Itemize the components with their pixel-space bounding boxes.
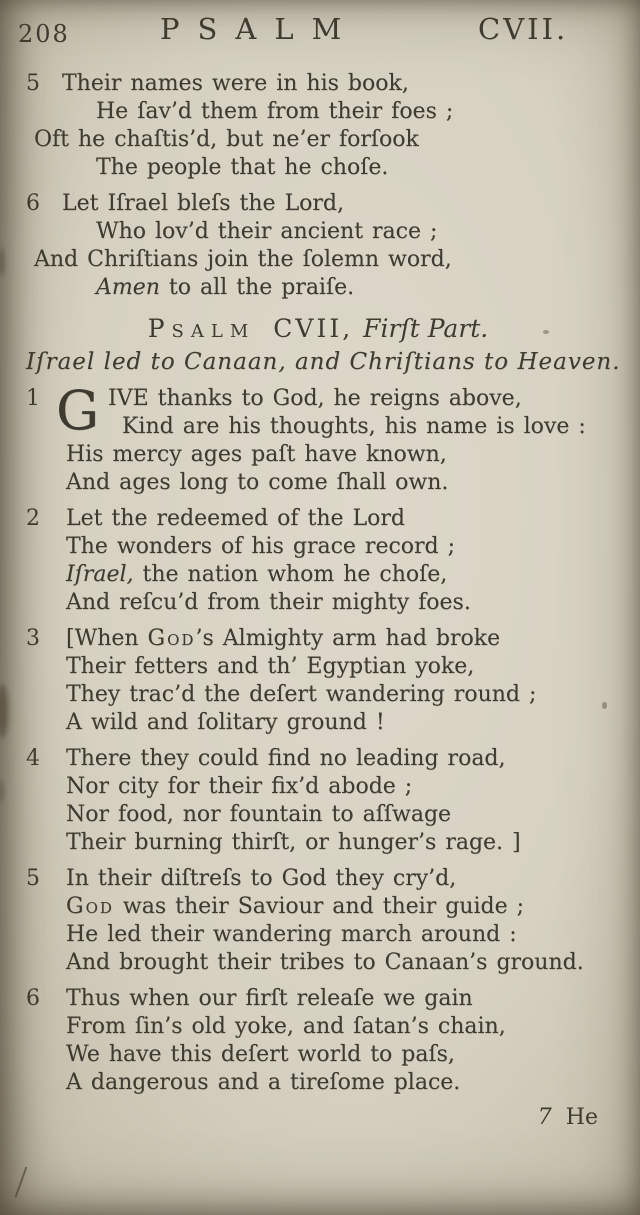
- stanza: [26, 985, 610, 1097]
- verse-number: 2: [26, 506, 40, 531]
- verse-number: 1: [26, 386, 40, 411]
- catchword: He: [565, 1105, 598, 1130]
- running-numeral: CVII.: [478, 12, 569, 46]
- page-number: 208: [18, 20, 70, 48]
- smallcaps-word: God: [147, 626, 196, 651]
- verse-number: 4: [26, 746, 40, 771]
- verse-line: Nor food, nor fountain to aſſwage: [66, 802, 452, 827]
- line-text: ’s Almighty arm had broke: [195, 626, 501, 651]
- verse-line: Who lov’d their ancient race ;: [96, 219, 438, 244]
- running-title: PSALM: [160, 12, 360, 46]
- verse-line: The wonders of his grace record ;: [66, 534, 456, 559]
- part-title: Firſt Part.: [363, 314, 489, 343]
- stanza: [26, 745, 610, 857]
- stanza: [26, 505, 610, 617]
- stanza: [26, 865, 610, 977]
- verse-line: From ſin’s old yoke, and ſatan’s chain,: [66, 1014, 506, 1039]
- verse-line: [26, 625, 610, 653]
- verse-line: The people that he choſe.: [96, 155, 389, 180]
- line-text: was their Saviour and their guide ;: [113, 894, 525, 919]
- verse-line: Their names were in his book,: [62, 71, 409, 96]
- stanza: [26, 70, 610, 182]
- verse-line: Oft he chaſtis’d, but ne’er forſook: [34, 127, 419, 152]
- verse-line: Kind are his thoughts, his name is love :: [122, 414, 586, 439]
- line-text: [When: [66, 626, 148, 651]
- verse-number: 6: [26, 986, 40, 1011]
- stanza: [26, 379, 610, 497]
- verse-line: Their burning thirſt, or hunger’s rage. ]: [66, 830, 521, 855]
- smallcaps-word: God: [66, 894, 114, 919]
- catchword-line: [26, 1105, 610, 1130]
- verse-line: He led their wandering march around :: [66, 922, 517, 947]
- verse-line: He ſav’d them from their foes ;: [96, 99, 454, 124]
- verse-number: 3: [26, 626, 40, 651]
- verse-line: IVE thanks to God, he reigns above,: [108, 386, 522, 411]
- verse-line: And Chriſtians join the ſolemn word,: [34, 247, 452, 272]
- verse-line: His mercy ages paſt have known,: [66, 442, 447, 467]
- verse-line: Let Iſrael bleſs the Lord,: [62, 191, 345, 216]
- verse-line: And brought their tribes to Canaan’s ground.: [66, 950, 584, 975]
- verse-line: A wild and ſolitary ground !: [66, 710, 385, 735]
- verse-line: Let the redeemed of the Lord: [66, 506, 405, 531]
- psalm-subtitle: Iſrael led to Canaan, and Chriſtians to Heaven.: [26, 349, 621, 375]
- scan-artifact: [15, 1167, 28, 1198]
- italic-word: Amen: [96, 275, 160, 300]
- verse-line: A dangerous and a tireſome place.: [66, 1070, 461, 1095]
- stanza: [26, 625, 610, 737]
- verse-line: Their fetters and th’ Egyptian yoke,: [66, 654, 475, 679]
- psalm-word: Psalm: [147, 314, 256, 343]
- signature-mark: 7: [537, 1105, 552, 1130]
- verse-line: We have this deſert world to paſs,: [66, 1042, 455, 1067]
- psalm-heading: [26, 314, 610, 343]
- verse-line: [26, 893, 610, 921]
- verse-line: They trac’d the deſert wandering round ;: [66, 682, 537, 707]
- page-header: [18, 10, 610, 70]
- verse-line: In their diſtreſs to God they cry’d,: [66, 866, 457, 891]
- verse-line: And reſcu’d from their mighty foes.: [66, 590, 471, 615]
- italic-word: Iſrael,: [66, 562, 134, 587]
- stanza: [26, 190, 610, 302]
- line-text: the nation whom he choſe,: [133, 562, 448, 587]
- drop-cap: G: [56, 379, 100, 442]
- verse-number: 5: [26, 71, 40, 96]
- verse-line: [26, 561, 610, 589]
- psalm-numeral: CVII,: [273, 314, 354, 343]
- line-text: to all the praiſe.: [159, 275, 355, 300]
- verse-line: There they could find no leading road,: [66, 746, 506, 771]
- verse-number: 6: [26, 191, 40, 216]
- verse-line: Nor city for their fix’d abode ;: [66, 774, 413, 799]
- verse-line: And ages long to come ſhall own.: [66, 470, 449, 495]
- verse-line: Thus when our firſt releaſe we gain: [66, 986, 473, 1011]
- verse-line: [26, 274, 610, 302]
- verse-number: 5: [26, 866, 40, 891]
